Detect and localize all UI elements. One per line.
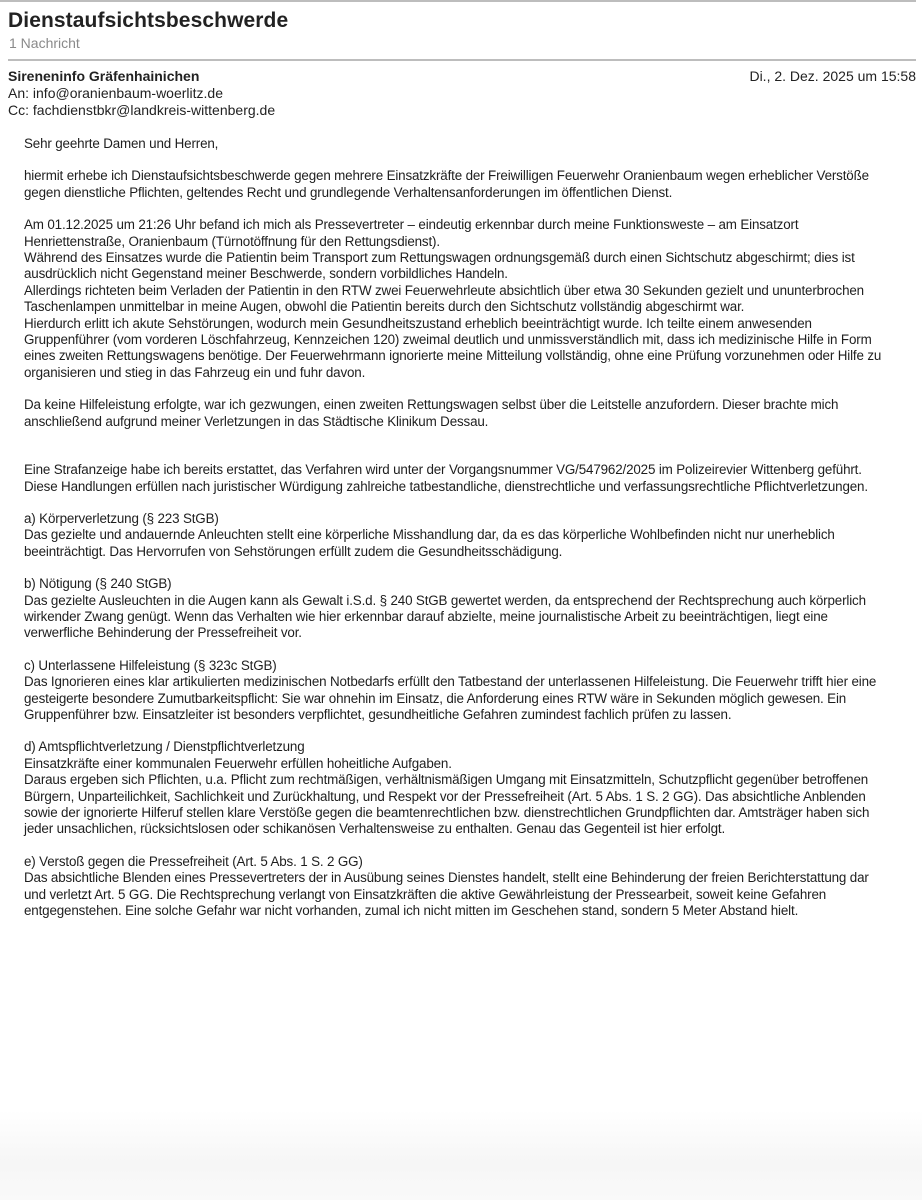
message-date: Di., 2. Dez. 2025 um 15:58 <box>749 68 916 84</box>
section-heading: e) Verstoß gegen die Pressefreiheit (Art. 5 Abs. 1 S. 2 GG) <box>24 853 363 869</box>
top-divider <box>0 0 916 2</box>
section-paragraph: Das gezielte Ausleuchten in die Augen kann als Gewalt i.S.d. § 240 StGB gewertet werden, da entsprechend der Rechtsprechung auch körperlich wirkender Zwang genügt. Wenn das Verhalten wie hier erkennbar darauf abzielte, meine journalistische Arbeit zu beeinträchtigen, liegt eine verwerfliche Behinderung der Pressefreiheit vor. <box>24 592 866 641</box>
message-body <box>24 136 894 919</box>
section-heading: a) Körperverletzung (§ 223 StGB) <box>24 510 219 526</box>
section-d <box>24 739 894 837</box>
section-paragraph: Das absichtliche Blenden eines Pressevertreters der in Ausübung seines Dienstes handelt, stellt eine Behinderung der freien Berichterstattung dar und verletzt Art. 5 GG. Die Rechtsprechung verlangt von Einsatzkräften die aktive Gewährleistung der Pressearbeit, soweit keine Gefahren entgegenstehen. Eine solche Gefahr war nicht vorhanden, zumal ich nicht mitten im Geschehen stand, sondern 5 Meter Abstand hielt. <box>24 870 869 919</box>
header-divider <box>8 59 916 61</box>
section-paragraph: Daraus ergeben sich Pflichten, u.a. Pflicht zum rechtmäßigen, verhältnismäßigen Umgang mit Einsatzmitteln, Schutzpflicht gegenüber betroffenen Bürgern, Unparteilichkeit, Sachlichkeit und Zurückhaltung, und Respekt vor der Pressefreiheit (Art. 5 Abs. 1 S. 2 GG). Das absichtliche Anblenden sowie der ignorierte Hilferuf stellen klare Verstöße gegen die beamtenrechtlichen bzw. dienstrechtlichen Grundpflichten dar. Amtsträger haben sich jeder unsachlichen, rücksichtslosen oder schikanösen Verhaltensweise zu enthalten. Genau das Gegenteil ist hier erfolgt. <box>24 772 870 837</box>
incident-paragraph: Am 01.12.2025 um 21:26 Uhr befand ich mich als Pressevertreter – eindeutig erkennbar durch meine Funktionsweste – am Einsatzort Henriettenstraße, Oranienbaum (Türnotöffnung für den Rettungsdienst). <box>24 217 799 249</box>
message-count: 1 Nachricht <box>9 35 80 51</box>
section-paragraph: Das Ignorieren eines klar artikulierten medizinischen Notbedarfs erfüllt den Tatbestand der unterlassenen Hilfeleistung. Die Feuerwehr trifft hier eine gesteigerte besondere Zumutbarkeitspflicht: Sie war ohnehin im Einsatz, die Anforderung eines RTW wäre in Sekunden möglich gewesen. Ein Gruppenführer bzw. Einsatzleiter ist besonders verpflichtet, gesundheitliche Gefahren zumindest fachlich prüfen zu lassen. <box>24 674 877 722</box>
section-paragraph: Das gezielte und andauernde Anleuchten stellt eine körperliche Misshandlung dar, da es das körperliche Wohlbefinden nicht nur unerheblich beeinträchtigt. Das Hervorrufen von Sehstörungen erfüllt zudem die Gesundheitsschädigung. <box>24 527 835 559</box>
recipient-cc: Cc: fachdienstbkr@landkreis-wittenberg.de <box>8 102 276 118</box>
self-help-paragraph: Da keine Hilfeleistung erfolgte, war ich gezwungen, einen zweiten Rettungswagen selbst über die Leitstelle anzufordern. Dieser brachte mich anschließend aufgrund meiner Verletzungen in das Städtische Klinikum Dessau. <box>24 397 839 429</box>
message-header <box>8 68 916 119</box>
section-b <box>24 576 894 642</box>
incident-paragraph: Hierdurch erlitt ich akute Sehstörungen, wodurch mein Gesundheitszustand erheblich beeinträchtigt wurde. Ich teilte einem anwesenden Gruppenführer (vom vorderen Löschfahrzeug, Kennzeichen 120) zweimal deutlich und unmissverständlich mit, dass ich medizinische Hilfe in Form eines zweiten Rettungswagens benötige. Der Feuerwehrmann ignorierte meine Mitteilung vollständig, ohne eine Prüfung vorzunehmen oder Hilfe zu organisieren und stieg in das Fahrzeug ein und fuhr davon. <box>24 315 882 380</box>
section-a <box>24 511 894 560</box>
section-paragraph: Einsatzkräfte einer kommunalen Feuerwehr erfüllen hoheitliche Aufgaben. <box>24 755 452 771</box>
email-subject: Dienstaufsichtsbeschwerde <box>8 9 289 32</box>
section-heading: b) Nötigung (§ 240 StGB) <box>24 576 172 592</box>
section-heading: d) Amtspflichtverletzung / Dienstpflichtverletzung <box>24 739 305 755</box>
sender-name[interactable]: Sireneninfo Gräfenhainichen <box>8 68 200 84</box>
report-paragraph: Diese Handlungen erfüllen nach juristischer Würdigung zahlreiche tatbestandliche, dienstrechtliche und verfassungsrechtliche Pflichtverletzungen. <box>24 478 868 494</box>
recipient-to: An: info@oranienbaum-woerlitz.de <box>8 85 223 101</box>
incident-paragraph: Allerdings richteten beim Verladen der Patientin in den RTW zwei Feuerwehrleute absichtlich über etwa 30 Sekunden gezielt und ununterbrochen Taschenlampen unmittelbar in meine Augen, obwohl die Patientin bereits durch den Sichtschutz vollständig abgeschirmt war. <box>24 282 864 315</box>
greeting: Sehr geehrte Damen und Herren, <box>24 136 219 151</box>
bottom-fade <box>0 1110 922 1200</box>
intro-paragraph: hiermit erhebe ich Dienstaufsichtsbeschwerde gegen mehrere Einsatzkräfte der Freiwilligen Feuerwehr Oranienbaum wegen erheblicher Verstöße gegen dienstliche Pflichten, geltendes Recht und grundlegende Verhaltensanforderungen im öffentlichen Dienst. <box>24 168 869 200</box>
report-paragraph: Eine Strafanzeige habe ich bereits erstattet, das Verfahren wird unter der Vorgangsnummer VG/547962/2025 im Polizeirevier Wittenberg geführt. <box>24 462 862 478</box>
section-e <box>24 854 894 920</box>
section-c <box>24 658 894 724</box>
incident-paragraph: Während des Einsatzes wurde die Patientin beim Transport zum Rettungswagen ordnungsgemäß durch einen Sichtschutz abgeschirmt; dies ist ausdrücklich nicht Gegenstand meiner Beschwerde, sondern vorbildliches Handeln. <box>24 250 855 282</box>
section-heading: c) Unterlassene Hilfeleistung (§ 323c StGB) <box>24 657 277 673</box>
